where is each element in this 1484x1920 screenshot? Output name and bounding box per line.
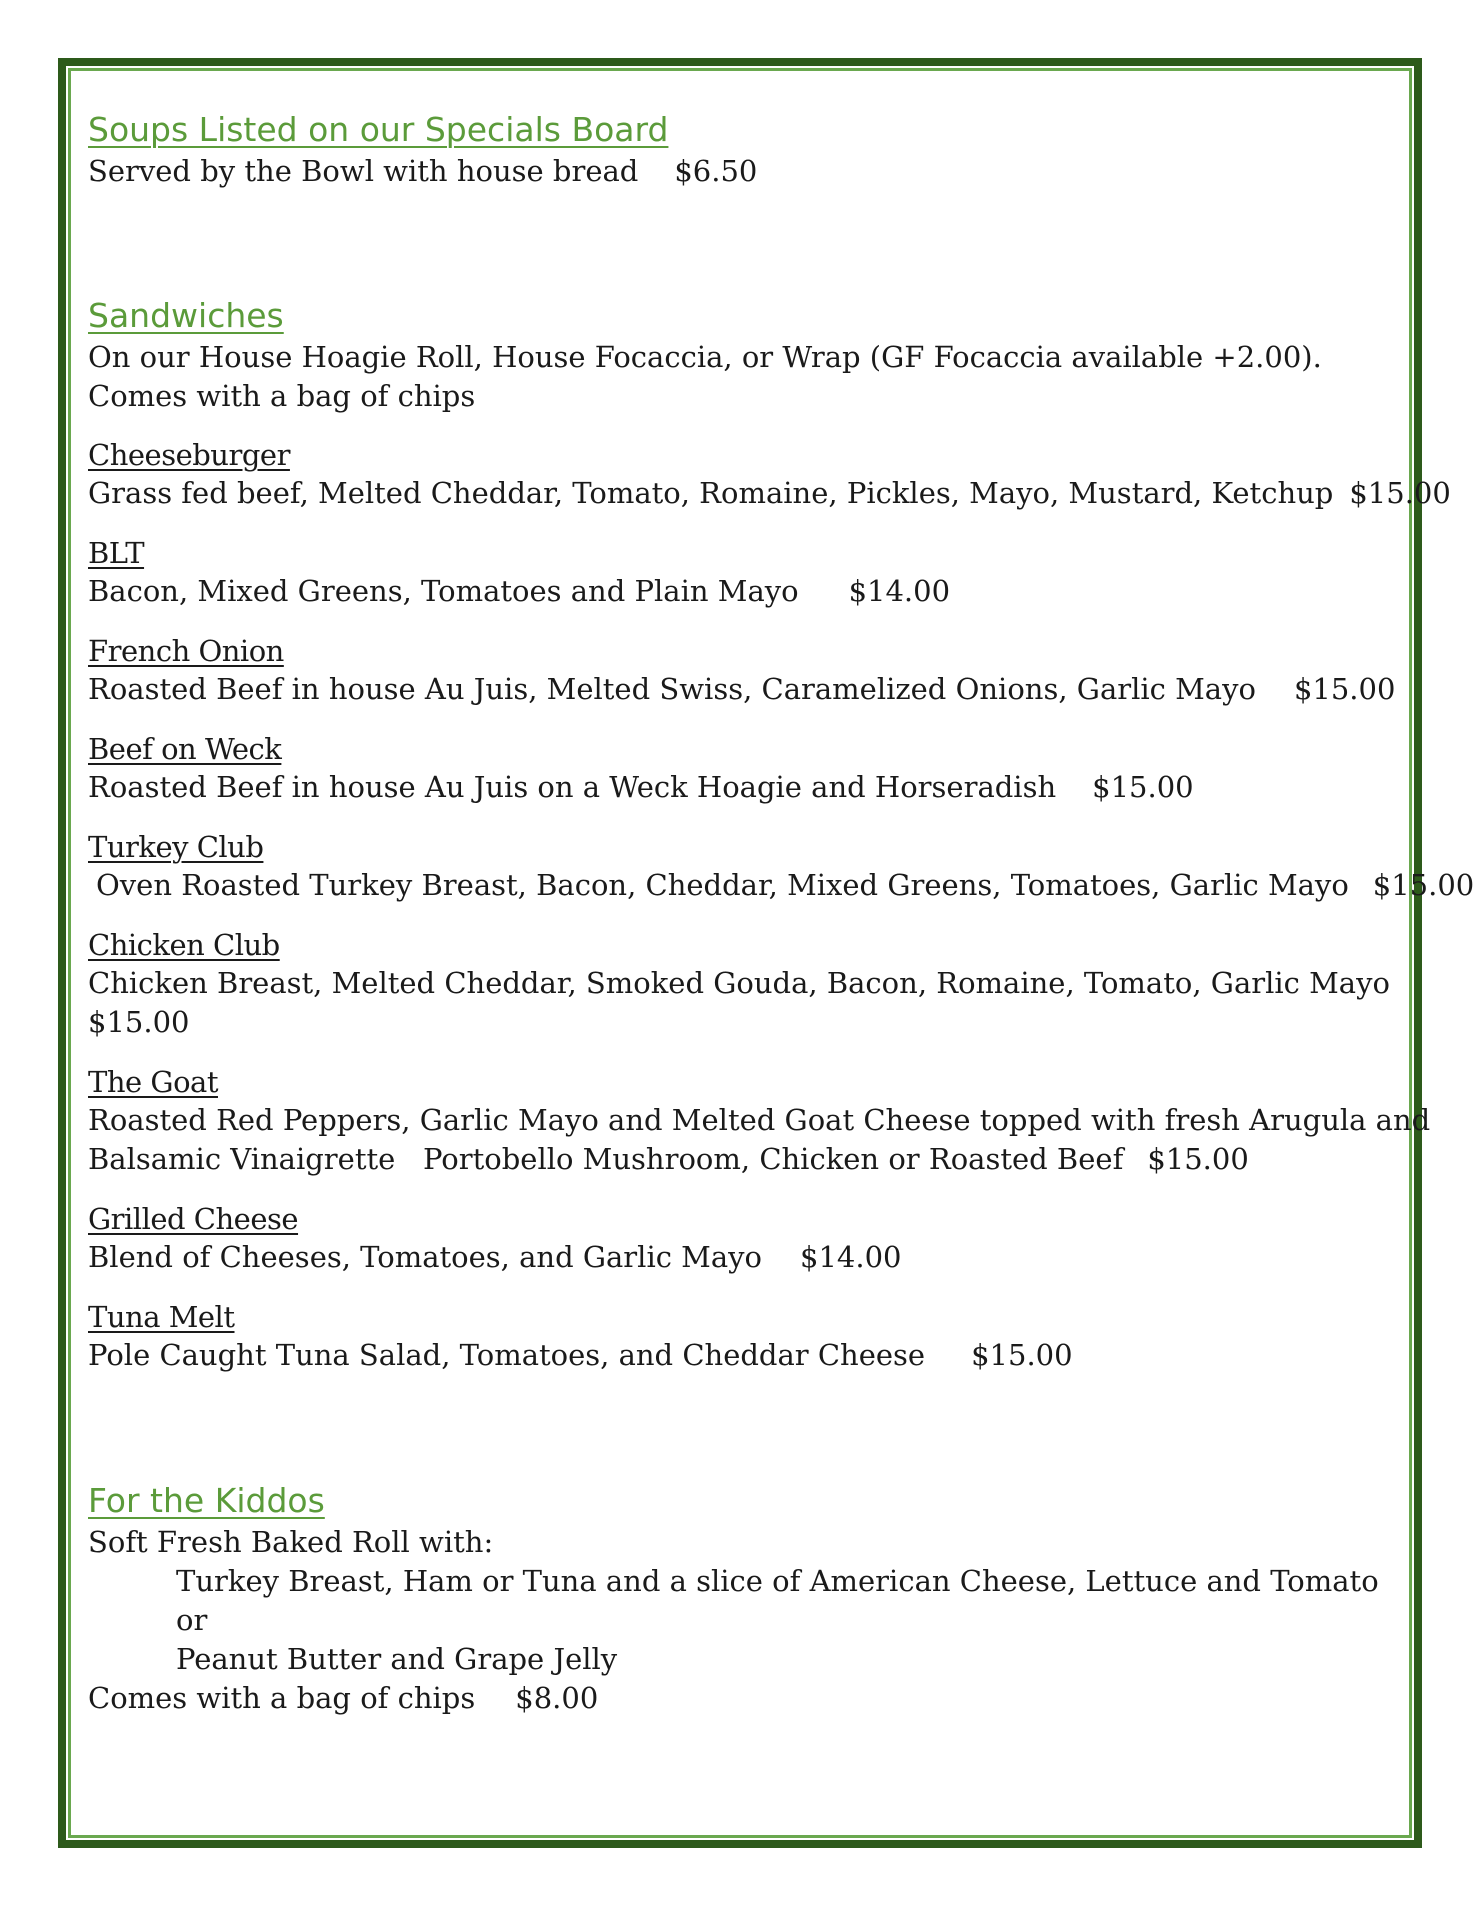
item-price: $14.00	[848, 574, 951, 608]
kiddos-closing-text: Comes with a bag of chips	[88, 1681, 476, 1715]
item-desc-text: Grass fed beef, Melted Cheddar, Tomato, Romaine, Pickles, Mayo, Mustard, Ketchup	[88, 476, 1334, 510]
item-desc-text: Bacon, Mixed Greens, Tomatoes and Plain Mayo	[88, 574, 799, 608]
menu-item	[88, 730, 1388, 807]
item-description	[88, 768, 1388, 807]
item-desc-text: Pole Caught Tuna Salad, Tomatoes, and Cheddar Cheese	[88, 1338, 926, 1372]
kiddos-or: or	[176, 1603, 208, 1637]
kiddos-title: For the Kiddos	[88, 1481, 325, 1520]
item-name: French Onion	[88, 634, 284, 668]
soups-description	[88, 152, 1388, 191]
item-description	[88, 572, 1388, 611]
soups-title: Soups Listed on our Specials Board	[88, 110, 669, 149]
menu-item	[88, 632, 1396, 709]
sandwiches-intro-1: On our House Hoagie Roll, House Focaccia, or Wrap (GF Focaccia available +2.00).	[88, 340, 1322, 374]
item-price: $15.00	[1293, 672, 1396, 706]
item-price: $15.00	[1092, 770, 1194, 804]
menu-item	[88, 926, 1388, 1042]
item-desc-text: Roasted Beef in house Au Juis on a Weck Hoagie and Horseradish	[88, 770, 1057, 804]
menu-item	[88, 436, 1451, 513]
item-name: Grilled Cheese	[88, 1202, 299, 1236]
kiddos-line-1: Soft Fresh Baked Roll with:	[88, 1525, 494, 1559]
sandwiches-title: Sandwiches	[88, 296, 284, 335]
item-price: $15.00	[1372, 868, 1475, 902]
kiddos-closing	[88, 1679, 1388, 1718]
item-desc-text: Blend of Cheeses, Tomatoes, and Garlic Mayo	[88, 1240, 763, 1274]
item-description-2	[88, 1140, 1388, 1179]
item-description	[88, 670, 1396, 709]
item-name: The Goat	[88, 1065, 218, 1099]
item-name: Cheeseburger	[88, 438, 290, 472]
menu-item	[88, 1063, 1431, 1179]
kiddos-option-1: Turkey Breast, Ham or Tuna and a slice of American Cheese, Lettuce and Tomato	[176, 1564, 1379, 1598]
item-price: $15.00	[1147, 1142, 1249, 1176]
item-desc-text: Oven Roasted Turkey Breast, Bacon, Cheddar, Mixed Greens, Tomatoes, Garlic Mayo	[96, 868, 1349, 902]
kiddos-option-2: Peanut Butter and Grape Jelly	[176, 1642, 618, 1676]
item-price: $14.00	[800, 1240, 902, 1274]
item-description	[88, 474, 1451, 513]
menu-item	[88, 828, 1475, 905]
item-description	[88, 1336, 1388, 1375]
item-price: $15.00	[88, 1005, 190, 1039]
item-description	[88, 1238, 1388, 1277]
item-price: $15.00	[971, 1338, 1073, 1372]
menu-item	[88, 1298, 1388, 1375]
item-name: Tuna Melt	[88, 1300, 235, 1334]
menu-item	[88, 534, 1388, 611]
item-description	[88, 866, 1475, 905]
sandwiches-intro-2: Comes with a bag of chips	[88, 379, 476, 413]
item-name: Chicken Club	[88, 928, 280, 962]
kiddos-price: $8.00	[515, 1681, 599, 1715]
item-price: $15.00	[1349, 476, 1451, 510]
soups-desc-text: Served by the Bowl with house bread	[88, 154, 639, 188]
item-description: Chicken Breast, Melted Cheddar, Smoked Gouda, Bacon, Romaine, Tomato, Garlic Mayo	[88, 966, 1390, 1000]
item-name: Beef on Weck	[88, 732, 282, 766]
menu-content	[88, 108, 1475, 1718]
item-desc-text: Roasted Beef in house Au Juis, Melted Swiss, Caramelized Onions, Garlic Mayo	[88, 672, 1256, 706]
item-desc-text: Balsamic Vinaigrette Portobello Mushroom, Chicken or Roasted Beef	[88, 1142, 1124, 1176]
soups-price: $6.50	[674, 154, 758, 188]
menu-item	[88, 1200, 1388, 1277]
item-name: BLT	[88, 536, 145, 570]
item-description: Roasted Red Peppers, Garlic Mayo and Melted Goat Cheese topped with fresh Arugula and	[88, 1103, 1431, 1137]
item-name: Turkey Club	[88, 830, 264, 864]
